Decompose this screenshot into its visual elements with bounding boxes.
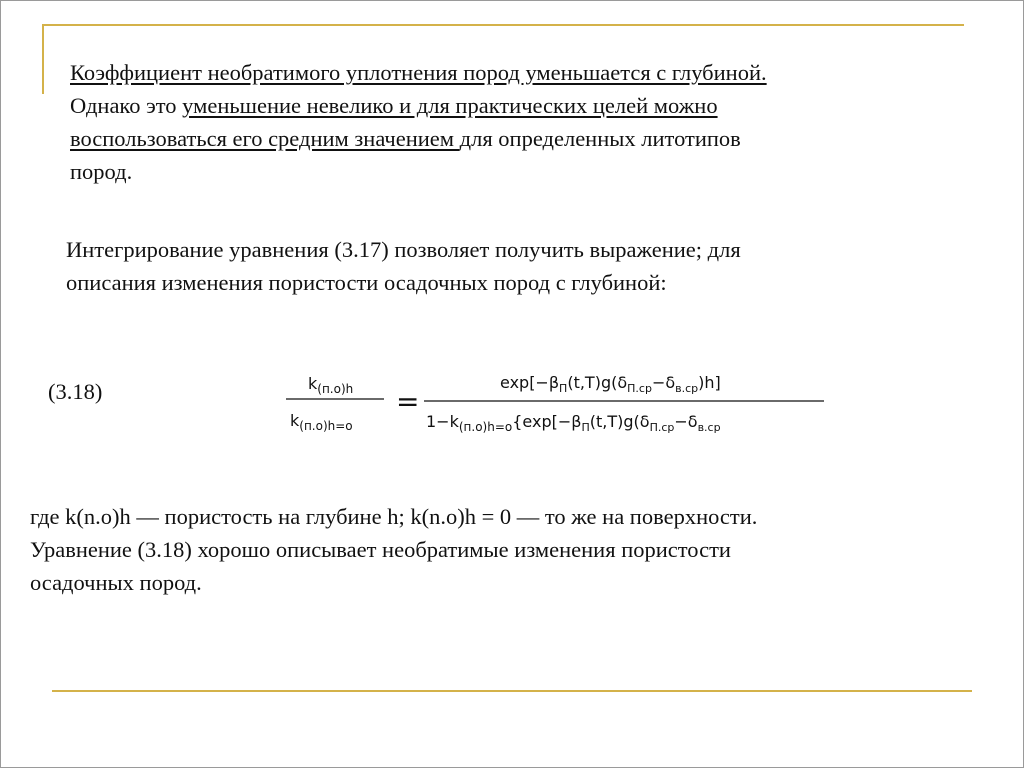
lhs-numerator: $k_{(п.о)h}$: [308, 374, 354, 396]
paragraph-compaction-coefficient: [70, 56, 970, 188]
p1-line3-rest: для определенных литотипов: [459, 126, 741, 151]
porosity-formula: [284, 363, 828, 443]
paragraph-integration: [66, 233, 966, 299]
lhs-denominator: $k_{(п.о)h=о}$: [290, 411, 353, 433]
p2-line2: описания изменения пористости осадочных пород с глубиной:: [66, 270, 667, 295]
p1-line3: [70, 122, 970, 155]
p1-line2: [70, 89, 970, 122]
decor-left-line: [42, 24, 44, 94]
decor-bottom-line: [52, 690, 972, 692]
p1-line2-underlined: уменьшение невелико и для практических целей можно: [182, 93, 718, 118]
p1-line1-text: Коэффициент необратимого уплотнения пород уменьшается с глубиной.: [70, 60, 767, 85]
p1-line1: [70, 56, 970, 89]
equals-sign: =: [396, 385, 420, 418]
p3-line2: Уравнение (3.18) хорошо описывает необратимые изменения пористости: [30, 537, 731, 562]
p1-line4: пород.: [70, 159, 133, 184]
equation-label: (3.18): [48, 379, 103, 404]
paragraph-where-definitions: [30, 500, 990, 599]
formula-svg: [284, 363, 828, 443]
p3-line1: где k(n.o)h — пористость на глубине h; k(n.o)h = 0 — то же на поверхности.: [30, 504, 758, 529]
decor-top-line: [44, 24, 964, 26]
p1-line2-prefix: Однако это: [70, 93, 183, 118]
p1-line3-underlined: воспользоваться его средним значением: [70, 126, 460, 151]
rhs-denominator: $1-k_{(п.о)h=о}\{\exp[-\beta_П(t,T)g(\delta_{П.ср}-\delta_{в.ср}$: [426, 412, 721, 434]
p2-line1: Интегрирование уравнения (3.17) позволяет получить выражение; для: [66, 237, 741, 262]
p3-line3: осадочных пород.: [30, 570, 202, 595]
rhs-numerator: $\exp[-\beta_П(t,T)g(\delta_{П.ср}-\delta_{в.ср})h]$: [500, 373, 721, 395]
